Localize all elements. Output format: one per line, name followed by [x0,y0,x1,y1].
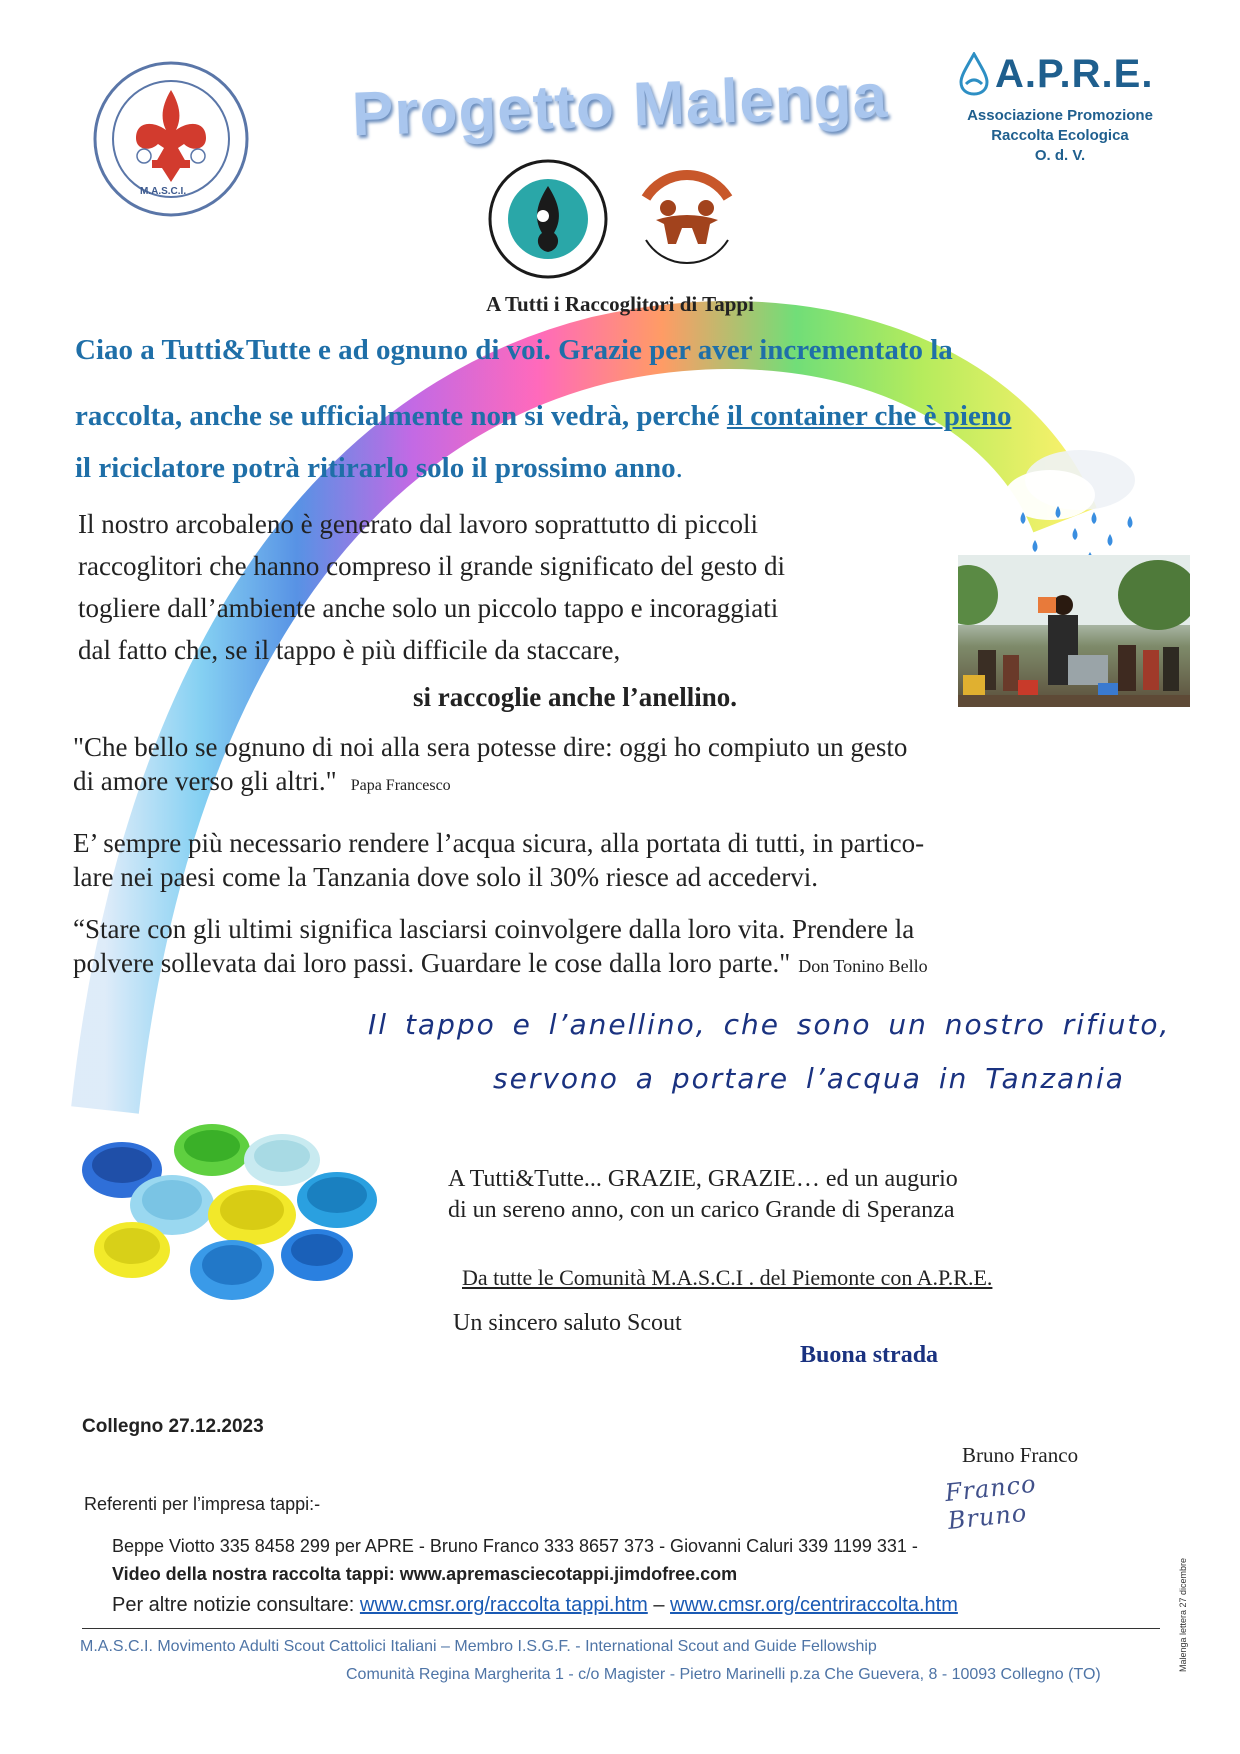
video-line: Video della nostra raccolta tappi: www.apremasciecotappi.jimdofree.com [112,1564,738,1584]
more-info-prefix: Per altre notizie consultare: [112,1594,360,1616]
page-title: Progetto Malenga [350,61,890,150]
quote-papa-line-1: "Che bello se ognuno di noi alla sera potesse dire: oggi ho compiuto un gesto [73,732,908,762]
greeting-line-1: A Tutti&Tutte... GRAZIE, GRAZIE… ed un augurio [448,1166,958,1192]
quote-tonino-line-2 [73,946,928,983]
quote-papa-author: Papa Francesco [350,777,451,794]
footer-line-1: M.A.S.C.I. Movimento Adulti Scout Cattolici Italiani – Membro I.S.G.F. - International Scout and Guide Fellowship [80,1638,877,1655]
signer-name: Bruno Franco [962,1443,1079,1467]
link-centri-raccolta[interactable]: www.cmsr.org/centriraccolta.htm [670,1594,958,1616]
greeting [448,1164,958,1226]
quote-papa-line-2 [73,764,907,803]
masci-logo [92,60,250,218]
paragraph-1-line-2: raccoglitori che hanno compreso il grande significato del gesto di [78,551,786,581]
intro-line-3-end: . [675,452,683,484]
footer-divider [82,1628,1160,1629]
quote-tonino-author: Don Tonino Bello [798,956,928,976]
dallacqua-logo [487,158,609,280]
quote-tonino-line-2-text: polvere sollevata dai loro passi. Guardare le cose dalla loro parte." [73,948,791,978]
centro-mondialita-logo [626,158,748,280]
paragraph-1-line-4: dal fatto che, se il tappo è più difficile da staccare, [78,635,621,665]
apre-name: A.P.R.E. [995,52,1154,96]
from-line: Da tutte le Comunità M.A.S.C.I . del Piemonte con A.P.R.E. [462,1265,993,1290]
quote-papa [73,730,907,803]
apre-sub-line3: O. d. V. [1034,147,1086,164]
buona-strada: Buona strada [800,1342,939,1368]
apre-logo-drop-icon [958,52,990,96]
vertical-file-note: Malenga lettera 27 dicembre [1178,1557,1188,1672]
referents-title: Referenti per l’impresa tappi:- [84,1494,321,1514]
intro-line-2 [75,400,1011,433]
intro-line-2-underlined: il container che è pieno [726,400,1012,432]
apre-sub-line1: Associazione Promozione [967,107,1153,124]
signature [940,1466,1120,1535]
link-separator: – [647,1594,671,1616]
apre-subtitle [960,106,1160,166]
apre-sub-line2: Raccolta Ecologica [991,127,1129,144]
intro-line-3-text: il riciclatore potrà ritirarlo solo il prossimo anno [75,452,676,484]
bottle-caps-image [72,1110,402,1310]
greeting-line-2: di un sereno anno, con un carico Grande di Speranza [448,1197,955,1223]
more-info-line [112,1594,958,1617]
salute-line: Un sincero saluto Scout [453,1310,682,1336]
quote-tonino [73,912,928,983]
quote-papa-line-2-text: di amore verso gli altri." [73,766,337,796]
tanzania-photo [958,555,1190,707]
quote-tonino-line-1: “Stare con gli ultimi significa lasciarsi coinvolgere dalla loro vita. Prendere la [73,914,915,944]
referents-contacts: Beppe Viotto 335 8458 299 per APRE - Bruno Franco 333 8657 373 - Giovanni Caluri 339 1199 331 - [112,1536,918,1556]
paragraph-1-bold: si raccoglie anche l’anellino. [413,682,737,712]
paragraph-2 [73,826,924,894]
letter-heading: A Tutti i Raccoglitori di Tappi [486,292,754,316]
paragraph-1-line-3: togliere dall’ambiente anche solo un piccolo tappo e incoraggiati [78,593,779,623]
masci-logo-bottom-text: M.A.S.C.I. [140,186,187,197]
paragraph-1 [78,503,785,671]
intro-line-2-text: raccolta, anche se ufficialmente non si vedrà, perché [75,400,727,432]
paragraph-2-line-2: lare nei paesi come la Tanzania dove solo il 30% riesce ad accedervi. [73,862,819,892]
paragraph-2-line-1: E’ sempre più necessario rendere l’acqua sicura, alla portata di tutti, in partico- [73,828,925,858]
signature-text: Franco Bruno [943,1469,1038,1535]
link-raccolta-tappi[interactable]: www.cmsr.org/raccolta tappi.htm [359,1594,648,1616]
intro-line-3 [75,452,683,485]
place-date: Collegno 27.12.2023 [82,1416,264,1437]
intro-line-1: Ciao a Tutti&Tutte e ad ognuno di voi. Grazie per aver incrementato la [75,334,953,366]
paragraph-1-line-1: Il nostro arcobaleno è generato dal lavoro soprattutto di piccoli [78,509,759,539]
motto-line-1: Il tappo e l’anellino, che sono un nostro rifiuto, [368,1008,1171,1041]
footer-line-2: Comunità Regina Margherita 1 - c/o Magister - Pietro Marinelli p.za Che Guevera, 8 - 10093 Collegno (TO) [346,1666,1101,1683]
motto-line-2: servono a portare l’acqua in Tanzania [493,1062,1125,1095]
